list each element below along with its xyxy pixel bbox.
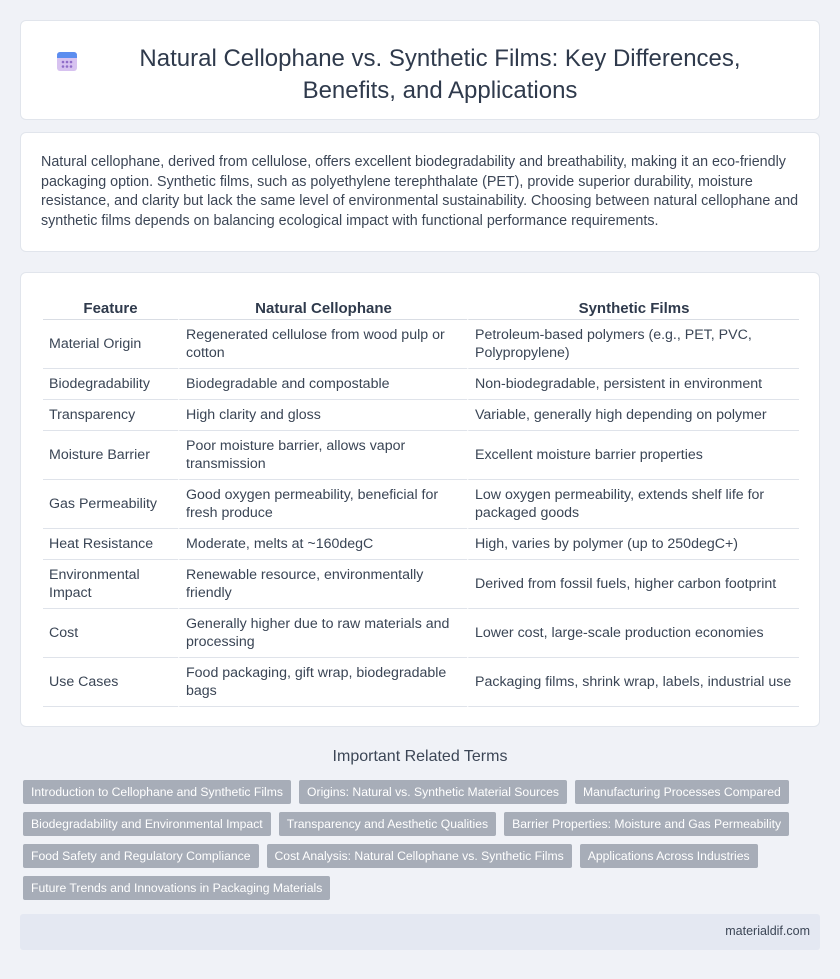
feature-cell: Transparency [43,400,178,431]
synthetic-cell: Petroleum-based polymers (e.g., PET, PVC, Polypropylene) [467,320,799,369]
page-title: Natural Cellophane vs. Synthetic Films: Key Differences, Benefits, and Applications [139,45,741,104]
feature-cell: Cost [43,609,178,658]
related-term-tag[interactable]: Biodegradability and Environmental Impact [23,812,271,836]
synthetic-cell: Lower cost, large-scale production economies [467,609,799,658]
synthetic-cell: Packaging films, shrink wrap, labels, industrial use [467,658,799,707]
table-row [43,480,799,529]
feature-cell: Heat Resistance [43,529,178,560]
related-term-tag[interactable]: Introduction to Cellophane and Synthetic Films [23,780,291,804]
natural-cell: Poor moisture barrier, allows vapor transmission [178,431,467,480]
synthetic-cell: Low oxygen permeability, extends shelf life for packaged goods [467,480,799,529]
table-row [43,560,799,609]
natural-cell: Regenerated cellulose from wood pulp or cotton [178,320,467,369]
related-term-tag[interactable]: Origins: Natural vs. Synthetic Material Sources [299,780,567,804]
table-row [43,529,799,560]
header-feature: Feature [43,295,178,320]
intro-card [20,132,820,252]
table-row [43,609,799,658]
header-natural-cellophane: Natural Cellophane [178,295,467,320]
natural-cell: Generally higher due to raw materials and processing [178,609,467,658]
feature-cell: Material Origin [43,320,178,369]
feature-cell: Use Cases [43,658,178,707]
table-row [43,400,799,431]
related-term-tag[interactable]: Transparency and Aesthetic Qualities [279,812,496,836]
table-header-row [43,295,799,320]
header-synthetic-films: Synthetic Films [467,295,799,320]
synthetic-cell: Derived from fossil fuels, higher carbon footprint [467,560,799,609]
related-term-tag[interactable]: Cost Analysis: Natural Cellophane vs. Synthetic Films [267,844,572,868]
comparison-table-card [20,272,820,727]
table-row [43,369,799,400]
related-terms-list [23,780,803,908]
table-row [43,431,799,480]
related-term-tag[interactable]: Future Trends and Innovations in Packaging Materials [23,876,330,900]
related-term-tag[interactable]: Food Safety and Regulatory Compliance [23,844,259,868]
feature-cell: Environmental Impact [43,560,178,609]
synthetic-cell: Variable, generally high depending on polymer [467,400,799,431]
related-term-tag[interactable]: Barrier Properties: Moisture and Gas Permeability [504,812,789,836]
natural-cell: Good oxygen permeability, beneficial for fresh produce [178,480,467,529]
footer-site-link[interactable]: materialdif.com [725,924,810,938]
synthetic-cell: High, varies by polymer (up to 250degC+) [467,529,799,560]
feature-cell: Moisture Barrier [43,431,178,480]
natural-cell: Renewable resource, environmentally friendly [178,560,467,609]
intro-paragraph: Natural cellophane, derived from cellulose, offers excellent biodegradability and breathability, making it an eco-friendly packaging option. Synthetic films, such as polyethylene terephthalate (PET), provide superior durability, moisture resistance, and clarity but lack the same level of environmental sustainability. Choosing between natural cellophane and synthetic films depends on balancing ecological impact with functional performance requirements. [41,154,799,229]
comparison-table [43,295,799,707]
natural-cell: Moderate, melts at ~160degC [178,529,467,560]
header-card [20,20,820,120]
natural-cell: Biodegradable and compostable [178,369,467,400]
synthetic-cell: Non-biodegradable, persistent in environment [467,369,799,400]
synthetic-cell: Excellent moisture barrier properties [467,431,799,480]
related-term-tag[interactable]: Manufacturing Processes Compared [575,780,789,804]
feature-cell: Biodegradability [43,369,178,400]
table-row [43,658,799,707]
natural-cell: Food packaging, gift wrap, biodegradable bags [178,658,467,707]
feature-cell: Gas Permeability [43,480,178,529]
table-row [43,320,799,369]
related-terms-heading: Important Related Terms [332,748,508,765]
footer [20,914,820,950]
natural-cell: High clarity and gloss [178,400,467,431]
related-term-tag[interactable]: Applications Across Industries [580,844,758,868]
